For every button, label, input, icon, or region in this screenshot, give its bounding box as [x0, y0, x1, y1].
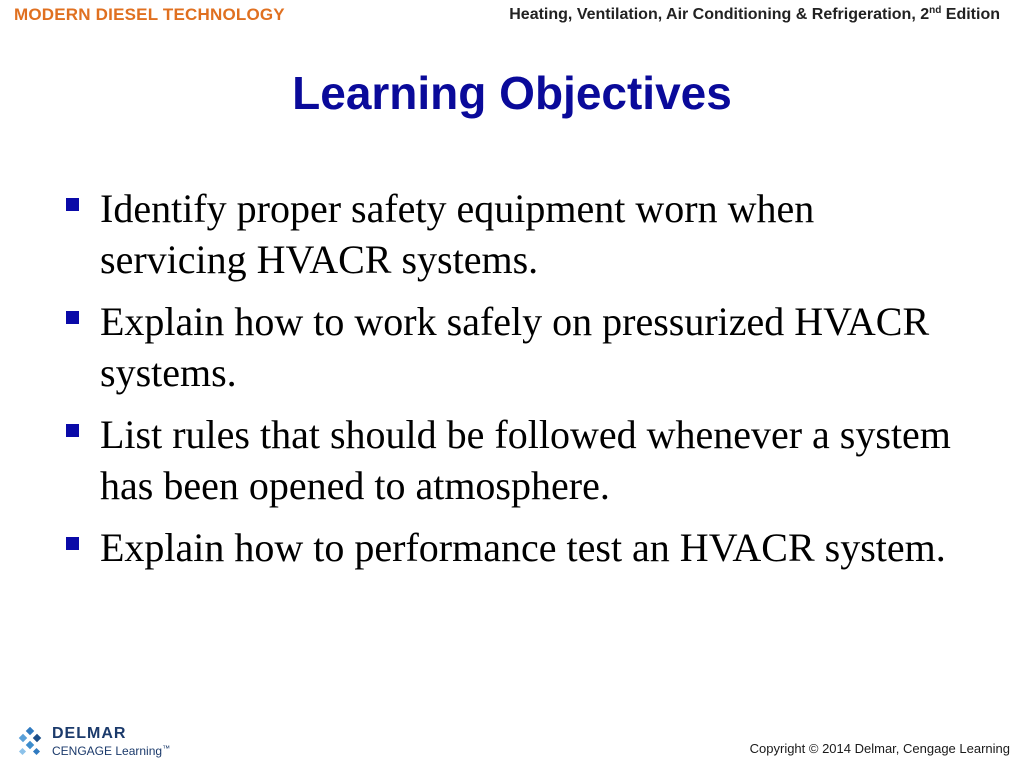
logo-text-delmar: DELMAR	[52, 725, 127, 742]
logo-text-cengage	[52, 742, 170, 758]
square-bullet-icon	[66, 424, 79, 437]
square-bullet-icon	[66, 537, 79, 550]
square-bullet-icon	[66, 198, 79, 211]
square-bullet-icon	[66, 311, 79, 324]
logo-trademark: ™	[162, 744, 171, 753]
copyright-notice: Copyright © 2014 Delmar, Cengage Learning	[749, 741, 1010, 756]
book-title-superscript: nd	[929, 5, 942, 16]
slide-title: Learning Objectives	[292, 67, 732, 119]
list-item	[62, 296, 962, 398]
book-title-main: Heating, Ventilation, Air Conditioning & Refrigeration, 2	[509, 6, 930, 23]
objectives-list	[62, 183, 962, 584]
delmar-cengage-logo	[16, 726, 170, 758]
list-item	[62, 183, 962, 285]
logo-wordmark	[52, 726, 170, 758]
book-title-edition: Edition	[941, 6, 1000, 23]
logo-text-cengage-label: CENGAGE Learning	[52, 744, 163, 758]
list-item-text: List rules that should be followed whenever a system has been opened to atmosphere.	[100, 412, 951, 508]
list-item-text: Explain how to performance test an HVACR system.	[100, 525, 946, 570]
book-title	[509, 6, 1000, 24]
list-item-text: Identify proper safety equipment worn when servicing HVACR systems.	[100, 186, 815, 282]
series-title: MODERN DIESEL TECHNOLOGY	[14, 5, 285, 24]
list-item	[62, 522, 962, 573]
list-item	[62, 409, 962, 511]
list-item-text: Explain how to work safely on pressurized HVACR systems.	[100, 299, 930, 395]
delmar-logo-icon	[16, 727, 46, 757]
